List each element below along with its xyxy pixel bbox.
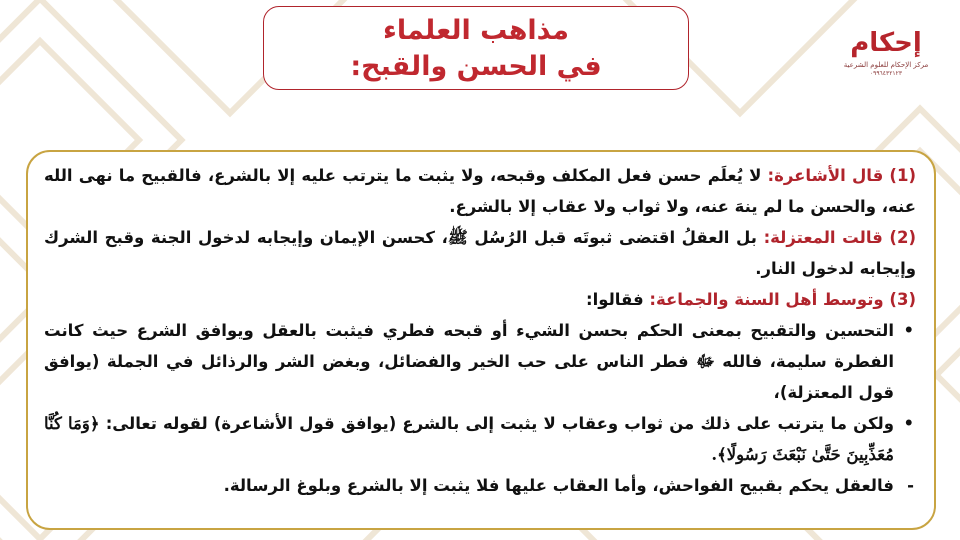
list-item <box>44 315 914 408</box>
bullet-text: التحسين والتقبيح بمعنى الحكم بحسن الشيء أو قبحه فطري فيثبت بالعقل ويوافق الشرع حيث كانت الفطرة سليمة، فالله ﷻ فطر الناس على حب الخير والفضائل، وبغض الشر والرذائل في الجملة (يوافق قول المعتزلة)، <box>44 321 894 402</box>
content-box <box>26 150 936 530</box>
bullet-dot-icon: • <box>903 321 914 340</box>
list-item <box>44 408 914 470</box>
bullet-dot-icon: • <box>903 414 914 433</box>
bullet-list <box>44 315 916 501</box>
logo <box>838 26 934 96</box>
quran-verse: ﴿وَمَا كُنَّا مُعَذِّبِينَ حَتَّىٰ نَبْعَثَ رَسُولًا﴾. <box>44 414 894 464</box>
content-text <box>44 160 916 501</box>
page-subtitle: في الحسن والقبح: <box>350 51 602 82</box>
text-mutazila: بل العقلُ اقتضى ثبوتَه قبل الرُسُل ﷺ، كحسن الإيمان وإيجابه لدخول الجنة وقبح الشرك وإيجابه لدخول النار. <box>44 228 916 278</box>
text-ahl-sunna: فقالوا: <box>585 290 650 309</box>
label-ashaira: (1) قال الأشاعرة: <box>767 166 917 185</box>
paragraph-mutazila <box>44 222 916 284</box>
bullet-text: ولكن ما يترتب على ذلك من ثواب وعقاب لا يثبت إلى بالشرع (يوافق قول الأشاعرة) لقوله تعالى: <box>105 414 894 433</box>
text-ashaira: لا يُعلَم حسن فعل المكلف وقبحه، ولا يثبت ما يترتب عليه إلا بالشرع، فالقبيح ما نهى الله عنه، والحسن ما لم ينهَ عنه، ولا ثواب ولا عقاب إلا بالشرع. <box>44 166 916 216</box>
title-box <box>263 6 689 90</box>
logo-word: إحكام <box>850 28 922 58</box>
logo-phone: ٠٩٩٦٤٣٢١٢٣ <box>869 70 903 77</box>
bullet-dash-icon: - <box>907 476 914 495</box>
bullet-text: فالعقل يحكم بقبيح الفواحش، وأما العقاب عليها فلا يثبت إلا بالشرع وبلوغ الرسالة. <box>223 476 894 495</box>
paragraph-ahl-sunna <box>44 284 916 315</box>
label-ahl-sunna: (3) وتوسط أهل السنة والجماعة: <box>649 290 916 309</box>
logo-subtitle: مركز الإحكام للعلوم الشرعية <box>843 61 929 69</box>
list-item <box>44 470 914 501</box>
label-mutazila: (2) قالت المعتزلة: <box>763 228 916 247</box>
page-title: مذاهب العلماء <box>383 15 569 46</box>
paragraph-ashaira <box>44 160 916 222</box>
